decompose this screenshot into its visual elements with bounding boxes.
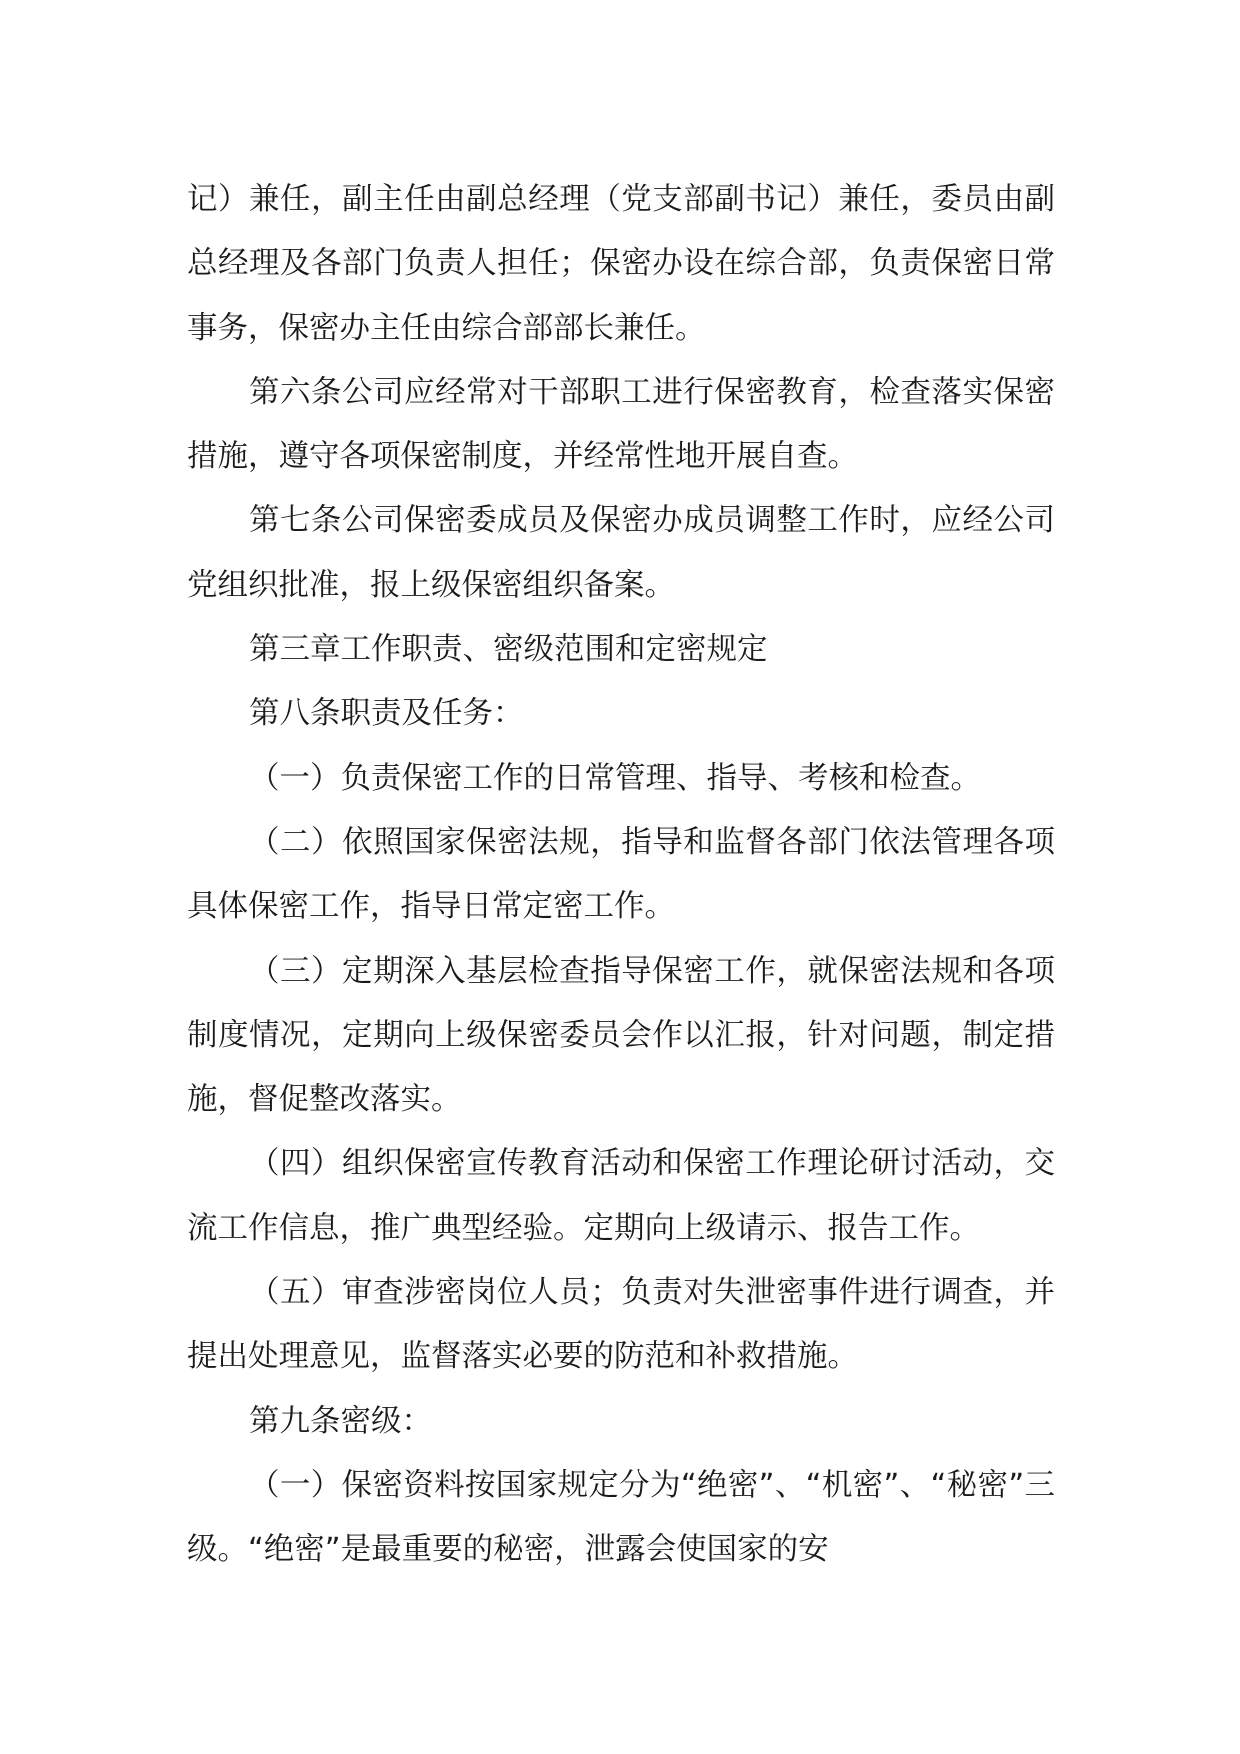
list-item: （四）组织保密宣传教育活动和保密工作理论研讨活动，交流工作信息，推广典型经验。定期向上级请示、报告工作。 bbox=[187, 1146, 1055, 1246]
document-body bbox=[187, 168, 1055, 1583]
paragraph: 记）兼任，副主任由副总经理（党支部副书记）兼任，委员由副总经理及各部门负责人担任；保密办设在综合部，负责保密日常事务，保密办主任由综合部部长兼任。 bbox=[187, 182, 1055, 346]
list-item: （一）保密资料按国家规定分为“绝密”、“机密”、“秘密”三级。“绝密”是最重要的秘密，泄露会使国家的安 bbox=[187, 1467, 1055, 1568]
paragraph: 第七条公司保密委成员及保密办成员调整工作时，应经公司党组织批准，报上级保密组织备案。 bbox=[187, 503, 1055, 603]
article-heading: 第八条职责及任务： bbox=[249, 696, 524, 732]
list-item: （一）负责保密工作的日常管理、指导、考核和检查。 bbox=[249, 760, 981, 796]
list-item: （二）依照国家保密法规，指导和监督各部门依法管理各项具体保密工作，指导日常定密工作。 bbox=[187, 824, 1055, 925]
list-item: （三）定期深入基层检查指导保密工作，就保密法规和各项制度情况，定期向上级保密委员会作以汇报，针对问题，制定措施，督促整改落实。 bbox=[187, 953, 1055, 1118]
chapter-heading: 第三章工作职责、密级范围和定密规定 bbox=[249, 632, 768, 668]
article-heading: 第九条密级： bbox=[249, 1403, 432, 1439]
list-item: （五）审查涉密岗位人员；负责对失泄密事件进行调查，并提出处理意见，监督落实必要的防范和补救措施。 bbox=[187, 1275, 1055, 1375]
paragraph: 第六条公司应经常对干部职工进行保密教育，检查落实保密措施，遵守各项保密制度，并经常性地开展自查。 bbox=[187, 374, 1055, 475]
